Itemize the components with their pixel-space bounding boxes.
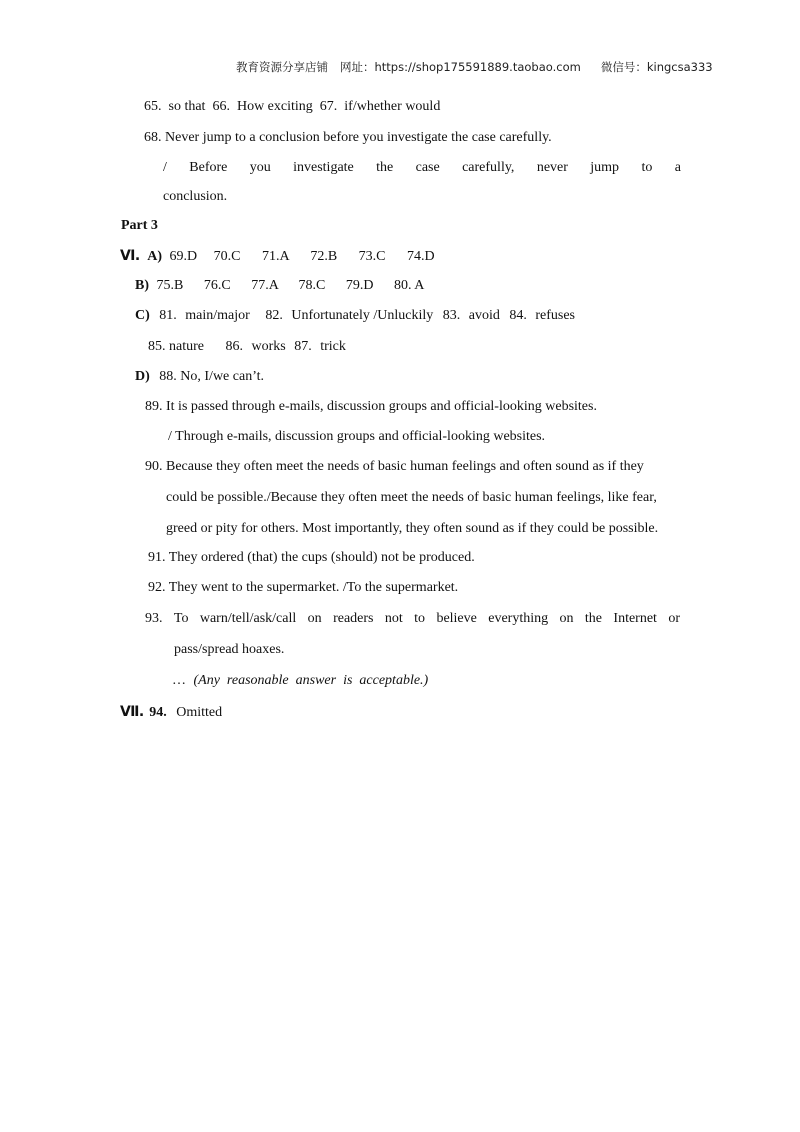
ellipsis: … [172, 673, 186, 688]
note-text: (Any reasonable answer is acceptable.) [193, 673, 429, 688]
q67-answer: if/whether would [344, 99, 441, 114]
answer-85: 85. nature [148, 339, 204, 354]
answer-68-end: conclusion. [163, 189, 228, 204]
word: or [668, 611, 680, 626]
answer-70: 70.C [213, 249, 241, 264]
label-b: B) [135, 278, 149, 293]
section-c [135, 308, 575, 324]
section-vii-numeral: Ⅶ. [120, 704, 144, 720]
q94-answer: Omitted [176, 705, 223, 720]
answer-89-alt: / Through e-mails, discussion groups and official-looking websites. [168, 429, 546, 444]
word: never [536, 160, 568, 175]
answer-72: 72.B [310, 249, 338, 264]
shop-url: https://shop175591889.taobao.com [374, 60, 581, 74]
word: / [163, 160, 167, 175]
section-vii [120, 704, 222, 721]
answer-78: 78.C [298, 278, 326, 293]
shop-name: 教育资源分享店铺 [236, 60, 328, 74]
answer-90-line1: 90. Because they often meet the needs of basic human feelings and often sound as if they [145, 459, 644, 474]
q94-num: 94. [149, 705, 167, 720]
word: readers [333, 611, 374, 626]
word: everything [488, 611, 549, 626]
acceptable-note [172, 673, 428, 689]
q83-num: 83. [442, 308, 461, 323]
answer-71: 71.A [261, 249, 289, 264]
answer-90-line3: greed or pity for others. Most importantly, they often sound as if they could be possible. [166, 521, 659, 536]
q81-num: 81. [159, 308, 177, 323]
section-b [135, 278, 424, 294]
word: the [584, 611, 603, 626]
answer-69: 69.D [169, 249, 198, 264]
section-c-line2 [148, 339, 346, 355]
wechat-id: 微信号：kingcsa333 [600, 60, 713, 74]
word: warn/tell/ask/call [199, 611, 297, 626]
url-label: 网址： [340, 60, 375, 74]
label-d: D) [135, 369, 150, 384]
section-vi-numeral: Ⅵ. [120, 248, 140, 264]
q65-num: 65. [144, 99, 162, 114]
word: carefully, [462, 160, 515, 175]
answer-80: 80. A [394, 278, 425, 293]
word: believe [436, 611, 477, 626]
answer-75: 75.B [156, 278, 184, 293]
answer-68: 68. Never jump to a conclusion before you investigate the case carefully. [144, 130, 552, 145]
word: not [384, 611, 403, 626]
word: 93. [145, 611, 163, 626]
answer-90-line2: could be possible./Because they often meet the needs of basic human feelings, like fear, [166, 490, 657, 505]
word: you [249, 160, 271, 175]
part3-title: Part 3 [121, 218, 158, 233]
answer-91: 91. They ordered (that) the cups (should) not be produced. [148, 550, 475, 565]
answer-89: 89. It is passed through e-mails, discussion groups and official-looking websites. [145, 399, 597, 414]
answer-68-alt [163, 160, 681, 176]
q81-answer: main/major [185, 308, 250, 323]
q83-answer: avoid [468, 308, 500, 323]
label-a: A) [147, 249, 162, 264]
answers-65-67 [144, 99, 440, 115]
q66-answer: How exciting [236, 99, 313, 114]
answer-77: 77.A [251, 278, 279, 293]
q65-answer: so that [168, 99, 206, 114]
section-d [135, 369, 264, 385]
label-c: C) [135, 308, 150, 323]
q87-num: 87. [294, 339, 312, 354]
answer-76: 76.C [203, 278, 231, 293]
word: on [307, 611, 322, 626]
answer-93-line1 [145, 611, 680, 627]
word: a [674, 160, 681, 175]
word: the [376, 160, 394, 175]
answer-79: 79.D [345, 278, 374, 293]
q87-answer: trick [320, 339, 346, 354]
section-vi-a [120, 248, 435, 265]
q84-num: 84. [509, 308, 527, 323]
word: case [415, 160, 440, 175]
q67-num: 67. [319, 99, 338, 114]
q84-answer: refuses [535, 308, 576, 323]
answer-73: 73.C [358, 249, 386, 264]
q86-num: 86. [225, 339, 243, 354]
q86-answer: works [251, 339, 286, 354]
word: to [414, 611, 426, 626]
word: to [641, 160, 653, 175]
answer-88: 88. No, I/we can’t. [159, 369, 264, 384]
word: investigate [293, 160, 354, 175]
answer-92: 92. They went to the supermarket. /To the supermarket. [148, 580, 459, 595]
q82-num: 82. [265, 308, 283, 323]
word: To [173, 611, 189, 626]
word: Before [189, 160, 228, 175]
word: on [559, 611, 574, 626]
q82-answer: Unfortunately /Unluckily [291, 308, 434, 323]
answer-74: 74.D [407, 249, 435, 264]
q66-num: 66. [212, 99, 230, 114]
answer-93-line2: pass/spread hoaxes. [174, 642, 285, 657]
page-header [236, 59, 713, 75]
word: Internet [613, 611, 657, 626]
word: jump [590, 160, 620, 175]
